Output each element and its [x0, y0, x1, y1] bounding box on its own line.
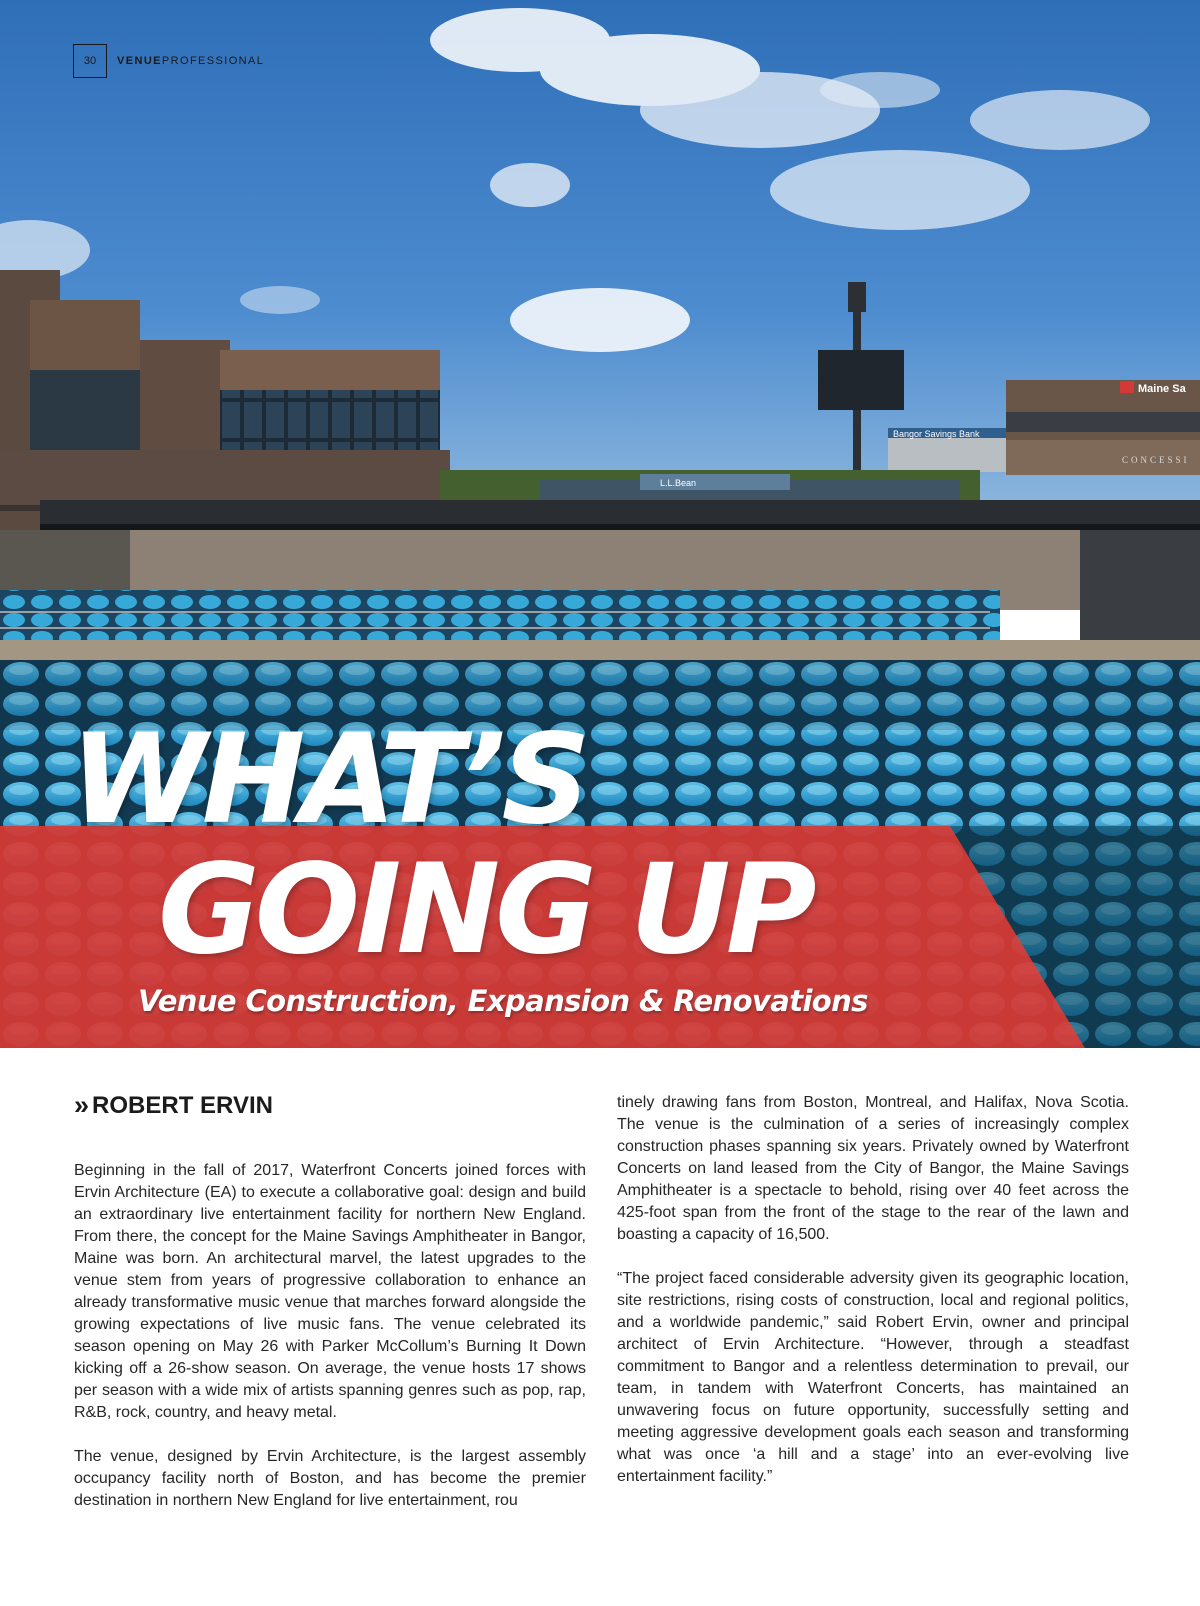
stage-canopy: [40, 500, 1200, 524]
magazine-name-bold: VENUE: [117, 55, 162, 67]
headline-subtitle: Venue Construction, Expansion & Renovations: [138, 984, 868, 1018]
article-column-2: [617, 1092, 1129, 1510]
headline-line-2: GOING UP: [158, 838, 812, 982]
chevron-right-icon: »: [74, 1090, 87, 1120]
paragraph: Beginning in the fall of 2017, Waterfront Concerts joined forces with Ervin Architecture (EA) to execute a collaborative goal: design and build an extraordinary live entertainment facility for northern New England. From there, the concept for the Maine Savings Amphitheater in Bangor, Maine was born. An architectural marvel, the latest upgrades to the venue stem from years of progressive collaboration to enhance an already transformative music venue that marches forward alongside the growing expectations of live music fans. The venue celebrated its season opening on May 26 with Parker McCollum’s Burning It Down kicking off a 26-show season. On average, the venue hosts 17 shows per season with a wide mix of artists spanning genres such as pop, rap, R&B, rock, country, and heavy metal.: [74, 1162, 586, 1421]
byline: [74, 1090, 273, 1121]
paragraph: The venue, designed by Ervin Architecture, is the largest assembly occupancy facility north of Boston, and has become the premier destination in northern New England for live entertainment, rou: [74, 1448, 586, 1509]
magazine-name: [117, 55, 264, 67]
paragraph: tinely drawing fans from Boston, Montreal, and Halifax, Nova Scotia. The venue is the culmination of a series of increasingly complex construction phases spanning six years. Privately owned by Waterfront Concerts on land leased from the City of Bangor, the Maine Savings Amphitheater is a spectacle to behold, rising over 40 feet across the 425-foot span from the front of the stage to the rear of the lawn and boasting a capacity of 16,500.: [617, 1094, 1129, 1243]
page-number: 30: [73, 44, 107, 78]
article-column-1: [74, 1160, 586, 1534]
page-folio: [73, 43, 264, 79]
concessions-sign: CONCESSI: [1122, 455, 1190, 465]
maine-savings-sign: Maine Sa: [1138, 383, 1186, 395]
bangor-savings-sign: Bangor Savings Bank: [893, 429, 980, 439]
headline-line-1: WHAT’S: [70, 708, 586, 852]
paragraph: “The project faced considerable adversity given its geographic location, site restrictions, rising costs of construction, local and regional politics, and a worldwide pandemic,” said Robert Ervin, owner and principal architect of Ervin Architecture. “However, through a steadfast commitment to Bangor and a relentless determination to prevail, our team, in tandem with Waterfront Concerts, has maintained an unwavering focus on future opportunity, successfully setting and meeting aggressive development goals each season and transforming what was once ‘a hill and a stage’ into an ever-evolving live entertainment facility.”: [617, 1270, 1129, 1485]
author-name: ROBERT ERVIN: [92, 1091, 273, 1119]
ll-bean-sign: L.L.Bean: [660, 478, 697, 488]
magazine-name-light: PROFESSIONAL: [161, 55, 265, 67]
